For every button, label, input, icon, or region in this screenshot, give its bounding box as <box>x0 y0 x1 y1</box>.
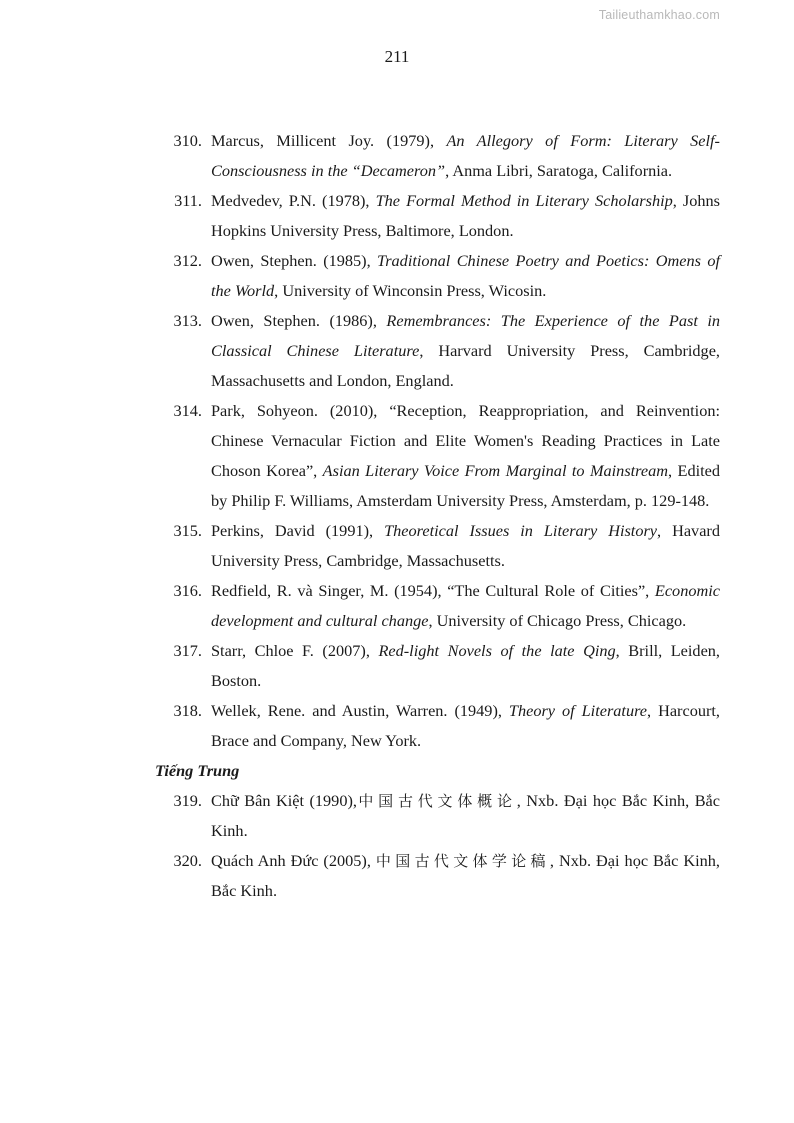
reference-text-segment: Starr, Chloe F. (2007), <box>211 641 379 660</box>
reference-entry <box>155 636 720 696</box>
reference-text <box>202 846 720 906</box>
reference-number: 316. <box>173 581 202 600</box>
reference-number: 315. <box>173 521 202 540</box>
reference-title-italic: The Formal Method in Literary Scholarship <box>375 191 673 210</box>
reference-text <box>202 786 720 846</box>
reference-text <box>202 696 720 756</box>
watermark-text: Tailieuthamkhao.com <box>598 8 720 22</box>
reference-entry <box>155 696 720 756</box>
reference-text-segment: Quách Anh Đức (2005), <box>211 851 376 870</box>
reference-number: 318. <box>173 701 202 720</box>
reference-text-segment: Chữ Bân Kiệt (1990), <box>211 791 357 810</box>
reference-title-italic: An Allegory of Form: Literary Self-Consciousness in the “Decameron” <box>211 131 720 180</box>
reference-title-italic: Theory of Literature <box>508 701 648 720</box>
reference-text-segment: , Edited by Philip F. Williams, Amsterdam University Press, Amsterdam, p. 129-148. <box>211 461 721 510</box>
reference-number: 313. <box>173 311 202 330</box>
reference-text <box>202 126 720 186</box>
reference-text-segment: Owen, Stephen. (1985), <box>211 251 378 270</box>
reference-text-segment: , University of Chicago Press, Chicago. <box>428 611 687 630</box>
reference-entry <box>155 516 720 576</box>
reference-text-segment: , Harcourt, Brace and Company, New York. <box>211 701 721 750</box>
reference-text-segment: Perkins, David (1991), <box>211 521 385 540</box>
reference-number: 317. <box>173 641 202 660</box>
reference-number: 311. <box>174 191 202 210</box>
reference-entry <box>155 396 720 516</box>
reference-number: 312. <box>173 251 202 270</box>
reference-text <box>202 186 720 246</box>
reference-text <box>202 246 720 306</box>
reference-text-segment: , Johns Hopkins University Press, Baltimore, London. <box>211 191 720 240</box>
reference-text-segment: Marcus, Millicent Joy. (1979), <box>211 131 447 150</box>
reference-entry <box>155 186 720 246</box>
reference-number: 310. <box>173 131 202 150</box>
reference-text-segment: Wellek, Rene. and Austin, Warren. (1949), <box>211 701 509 720</box>
reference-title-italic: Economic development and cultural change <box>211 581 720 630</box>
reference-entry <box>155 306 720 396</box>
reference-entry <box>155 126 720 186</box>
reference-text <box>202 636 720 696</box>
reference-entry <box>155 786 720 846</box>
section-heading-tieng-trung: Tiếng Trung <box>155 761 240 780</box>
reference-title-italic: Asian Literary Voice From Marginal to Mainstream <box>322 461 669 480</box>
reference-title-italic: Traditional Chinese Poetry and Poetics: Omens of the World <box>211 251 720 300</box>
reference-title-cjk: 中国古代文体概论 <box>356 792 517 810</box>
reference-text-segment: , Anma Libri, Saratoga, California. <box>445 161 673 180</box>
reference-text-segment: Owen, Stephen. (1986), <box>211 311 387 330</box>
reference-text-segment: , University of Winconsin Press, Wicosin. <box>274 281 547 300</box>
reference-entry <box>155 246 720 306</box>
reference-text <box>202 576 720 636</box>
reference-text-segment: Park, Sohyeon. (2010), “Reception, Reappropriation, and Reinvention: Chinese Vernacular Fiction and Elite Women's Reading Practices in Late Choson Korea”, <box>211 401 720 480</box>
reference-text-segment: , Nxb. Đại học Bắc Kinh, Bắc Kinh. <box>211 851 721 900</box>
references-latin-group <box>155 126 720 756</box>
reference-title-italic: Theoretical Issues in Literary History <box>384 521 658 540</box>
reference-entry <box>155 576 720 636</box>
reference-text-segment: Medvedev, P.N. (1978), <box>211 191 376 210</box>
reference-number: 320. <box>173 851 202 870</box>
reference-entry <box>155 846 720 906</box>
reference-number: 314. <box>173 401 202 420</box>
references-chinese-group <box>155 786 720 906</box>
reference-text-segment: , Nxb. Đại học Bắc Kinh, Bắc Kinh. <box>211 791 721 840</box>
reference-text <box>202 306 720 396</box>
reference-number: 319. <box>173 791 202 810</box>
reference-title-italic: Remembrances: The Experience of the Past in Classical Chinese Literature <box>211 311 720 360</box>
reference-text-segment: , Brill, Leiden, Boston. <box>211 641 721 690</box>
reference-text-segment: , Harvard University Press, Cambridge, Massachusetts and London, England. <box>211 341 720 390</box>
reference-text <box>202 516 720 576</box>
reference-title-cjk: 中国古代文体学论稿 <box>375 852 550 870</box>
reference-text-segment: , Havard University Press, Cambridge, Massachusetts. <box>211 521 720 570</box>
page-number: 211 <box>384 47 410 66</box>
reference-text <box>202 396 720 516</box>
reference-text-segment: Redfield, R. và Singer, M. (1954), “The Cultural Role of Cities”, <box>211 581 655 600</box>
reference-title-italic: Red-light Novels of the late Qing <box>378 641 616 660</box>
bibliography-list <box>155 126 720 906</box>
